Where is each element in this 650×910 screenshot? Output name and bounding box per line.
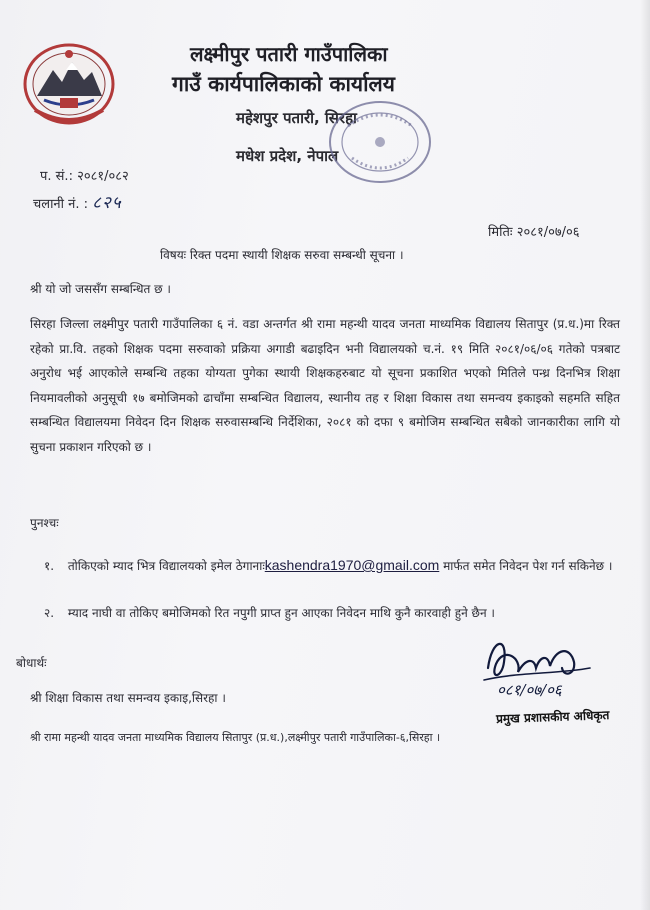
for-info-label: बोधार्थः [16,656,47,670]
office-address: महेशपुर पतारी, सिरहा [236,109,357,127]
cc-recipient: श्री रामा महन्थी यादव जनता माध्यमिक विद्यालय सितापुर (प्र.ध.),लक्ष्मीपुर पतारी गाउँपालिका-६,सिरहा । [30,731,441,744]
postscript-item-text: तोकिएको म्याद भित्र विद्यालयको इमेल ठेगानाः [67,559,265,573]
office-name-line2: गाउँ कार्यपालिकाको कार्यालय [172,72,395,96]
postscript-item-number: २. [44,606,55,620]
patra-sankhya [40,166,129,184]
signed-date: ०८१/०७/०६ [497,681,562,699]
nepal-emblem-icon [20,40,118,128]
chalani-label: चलानी नं. : [33,197,89,212]
office-stamp-icon [308,96,440,192]
postscript-item [44,554,614,578]
notice-body: सिरहा जिल्ला लक्ष्मीपुर पतारी गाउँपालिका ६ नं. वडा अन्तर्गत श्री रामा महन्थी यादव जनता माध्यमिक विद्यालय सितापुर (प्र.ध.)मा रिक्त रहेको प्रा.वि. तहको शिक्षक पदमा सरुवाको प्रक्रिया अगाडी बढाइदिन भनी विद्यालयको च.नं. १९ मिति २०८१/०६/०६ गतेको पत्रबाट अनुरोध भई आएकोले सम्बन्धि तहका योग्यता पुगेका स्थायी शिक्षकहरुबाट यो सूचना प्रकाशित भएको मितिले पन्ध्र दिनभित्र शिक्षा नियमावलीको अनुसूची १७ बमोजिमको ढाचाँमा सम्बन्धित विद्यालय, स्थानीय तह र शिक्षा विकास तथा समन्वय इकाइको सहमति सहित सम्बन्धित विद्यालयमा निवेदन दिन शिक्षक सरुवासम्बन्धि निर्देशिका, २०८१ को दफा ९ बमोजिम सम्बन्धित सबैको जानकारीका लागि यो सुचना प्रकाशन गरिएको छ । [30,317,620,454]
postscript-label: पुनश्चः [30,516,59,530]
patra-sankhya-value: २०८१/०८२ [77,169,129,184]
patra-sankhya-label: प. सं.: [40,169,73,184]
salutation: श्री यो जो जससँग सम्बन्धित छ । [30,282,171,296]
postscript-item-text-after: मार्फत समेत निवेदन पेश गर्न सकिनेछ । [439,559,613,573]
document-date [488,222,580,240]
postscript-item-number: १. [44,559,55,573]
postscript-item [44,602,614,625]
office-province: मधेश प्रदेश, नेपाल [236,147,339,165]
date-label: मितिः [488,225,513,240]
chalani-number [33,190,122,213]
school-email-link[interactable]: kashendra1970@gmail.com [264,557,440,573]
office-name-line1: लक्ष्मीपुर पतारी गाउँपालिका [190,42,388,66]
subject-line: विषयः रिक्त पदमा स्थायी शिक्षक सरुवा सम्बन्धी सूचना । [160,248,404,262]
date-value: २०८१/०७/०६ [516,225,580,240]
signatory-designation: प्रमुख प्रशासकीय अधिकृत [495,708,610,726]
page-edge-shadow [640,0,650,910]
postscript-item-text: म्याद नाघी वा तोकिए बमोजिमको रित नपुगी प्राप्त हुन आएका निवेदन माथि कुनै कारवाही हुने छैन । [67,606,495,620]
chalani-value: ८२५ [92,193,122,213]
cc-recipient: श्री शिक्षा विकास तथा समन्वय इकाइ,सिरहा । [30,691,226,705]
